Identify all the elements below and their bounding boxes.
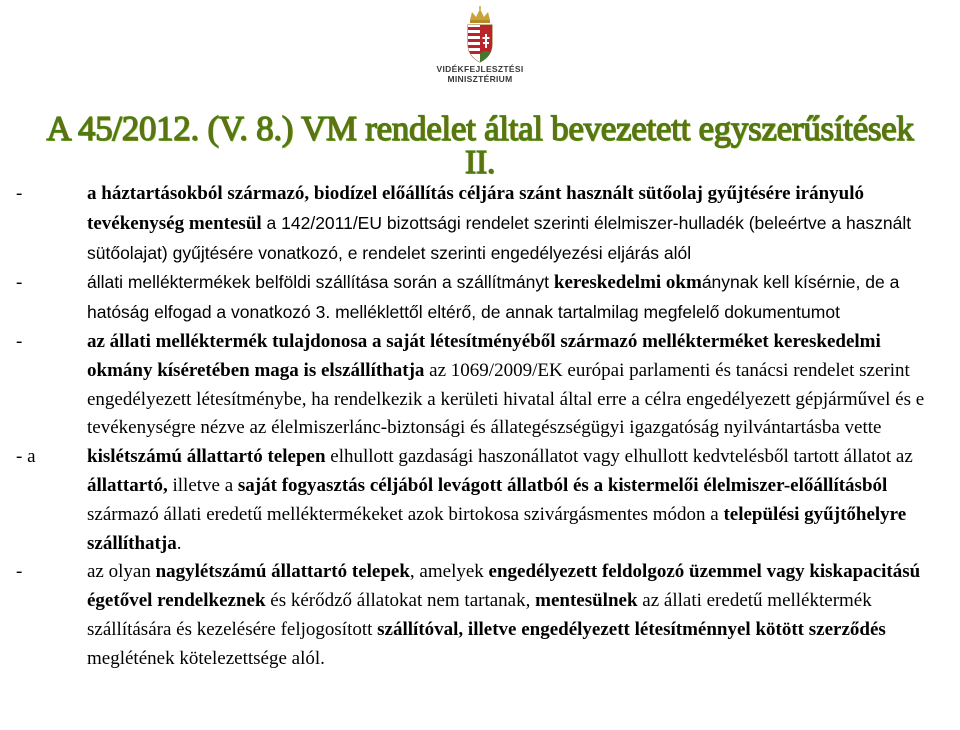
body-text: meglétének kötelezettsége alól. — [87, 647, 325, 669]
body-text: és kérődző állatokat nem tartanak, — [265, 590, 536, 612]
bold-text: engedélyezett feldolgozó üzemmel vagy kiskapacitású égetővel rendelkeznek — [87, 561, 921, 612]
bold-text: az állati melléktermék tulajdonosa a saját létesítményéből származó mellékterméket kereskedelmi okmány kíséretében maga is elszállíthatja — [87, 330, 881, 381]
bold-text: kereskedelmi okm — [553, 272, 702, 294]
list-dash: - — [16, 561, 23, 583]
page-title — [0, 110, 960, 182]
list-dash: - — [16, 330, 23, 352]
body-text: származó állati eredetű melléktermékeket azok birtokosa szivárgásmentes módon a — [87, 503, 724, 525]
coat-of-arms-icon — [463, 6, 497, 64]
bold-text: települési gyűjtőhelyre szállíthatja — [87, 503, 907, 554]
body-text: az állati eredetű melléktermék szállítására és kezelésére feljogosított — [87, 590, 872, 640]
list-item — [16, 268, 946, 328]
ministry-logo — [430, 6, 530, 100]
list-dash: - — [16, 272, 23, 294]
bullet-list — [16, 180, 946, 674]
body-text: elhullott gazdasági haszonállatot vagy elhullott kedvtelésből tartott állatot az — [325, 446, 913, 468]
ministry-name-line2: MINISZTÉRIUM — [447, 74, 513, 84]
title-line1: A 45/2012. (V. 8.) VM rendelet által bevezetett egyszerűsítések — [46, 109, 914, 148]
body-text: ánynak kell kísérnie, de a hatóság elfogad a vonatkozó 3. melléklettől eltérő, de annak tartalmilag megfelelő dokumentumot — [87, 272, 900, 323]
bold-text: a háztartásokból származó, biodízel előállítás céljára szánt használt sütőolaj gyűjtésére irányuló tevékenység mentesül — [87, 183, 864, 234]
list-item — [16, 558, 946, 673]
body-text: az 1069/2009/EK európai parlamenti és tanácsi rendelet szerint engedélyezett létesítménybe, ha rendelkezik a kerületi hivatal által erre a célra engedélyezett gépjárművel és e tevékenységre nézve az élelmiszerlánc-biztonsági és állategészségügyi igazgatóság nyilvántartásba vette — [87, 359, 925, 439]
body-text: , amelyek — [409, 561, 489, 583]
ministry-name-line1: VIDÉKFEJLESZTÉSI — [436, 64, 524, 74]
list-dash: - a — [16, 446, 36, 468]
body-text: a 142/2011/EU bizottsági rendelet szerinti élelmiszer-hulladék (beleértve a használt sütőolajat) gyűjtésére vonatkozó, e rendelet szerinti engedélyezési eljárás alól — [87, 212, 912, 263]
bold-text: kislétszámú állattartó telepen — [87, 446, 326, 468]
list-item — [16, 443, 946, 558]
bold-text: állattartó, — [87, 474, 168, 496]
title-line2: II. — [464, 144, 496, 181]
body-text: . — [176, 532, 182, 554]
list-dash: - — [16, 183, 23, 204]
list-item — [16, 328, 946, 443]
bold-text: szállítóval, illetve engedélyezett létesítménnyel kötött szerződés — [377, 618, 886, 640]
body-text: az olyan — [87, 561, 156, 583]
bold-text: mentesülnek — [535, 590, 638, 612]
body-text: illetve a — [167, 474, 238, 496]
list-item — [16, 180, 946, 268]
bold-text: saját fogyasztás céljából levágott állatból és a kistermelői élelmiszer-előállításból — [237, 474, 888, 496]
body-text: állati melléktermékek belföldi szállítása során a szállítmányt — [87, 272, 554, 293]
bold-text: nagylétszámú állattartó telepek — [155, 561, 410, 583]
